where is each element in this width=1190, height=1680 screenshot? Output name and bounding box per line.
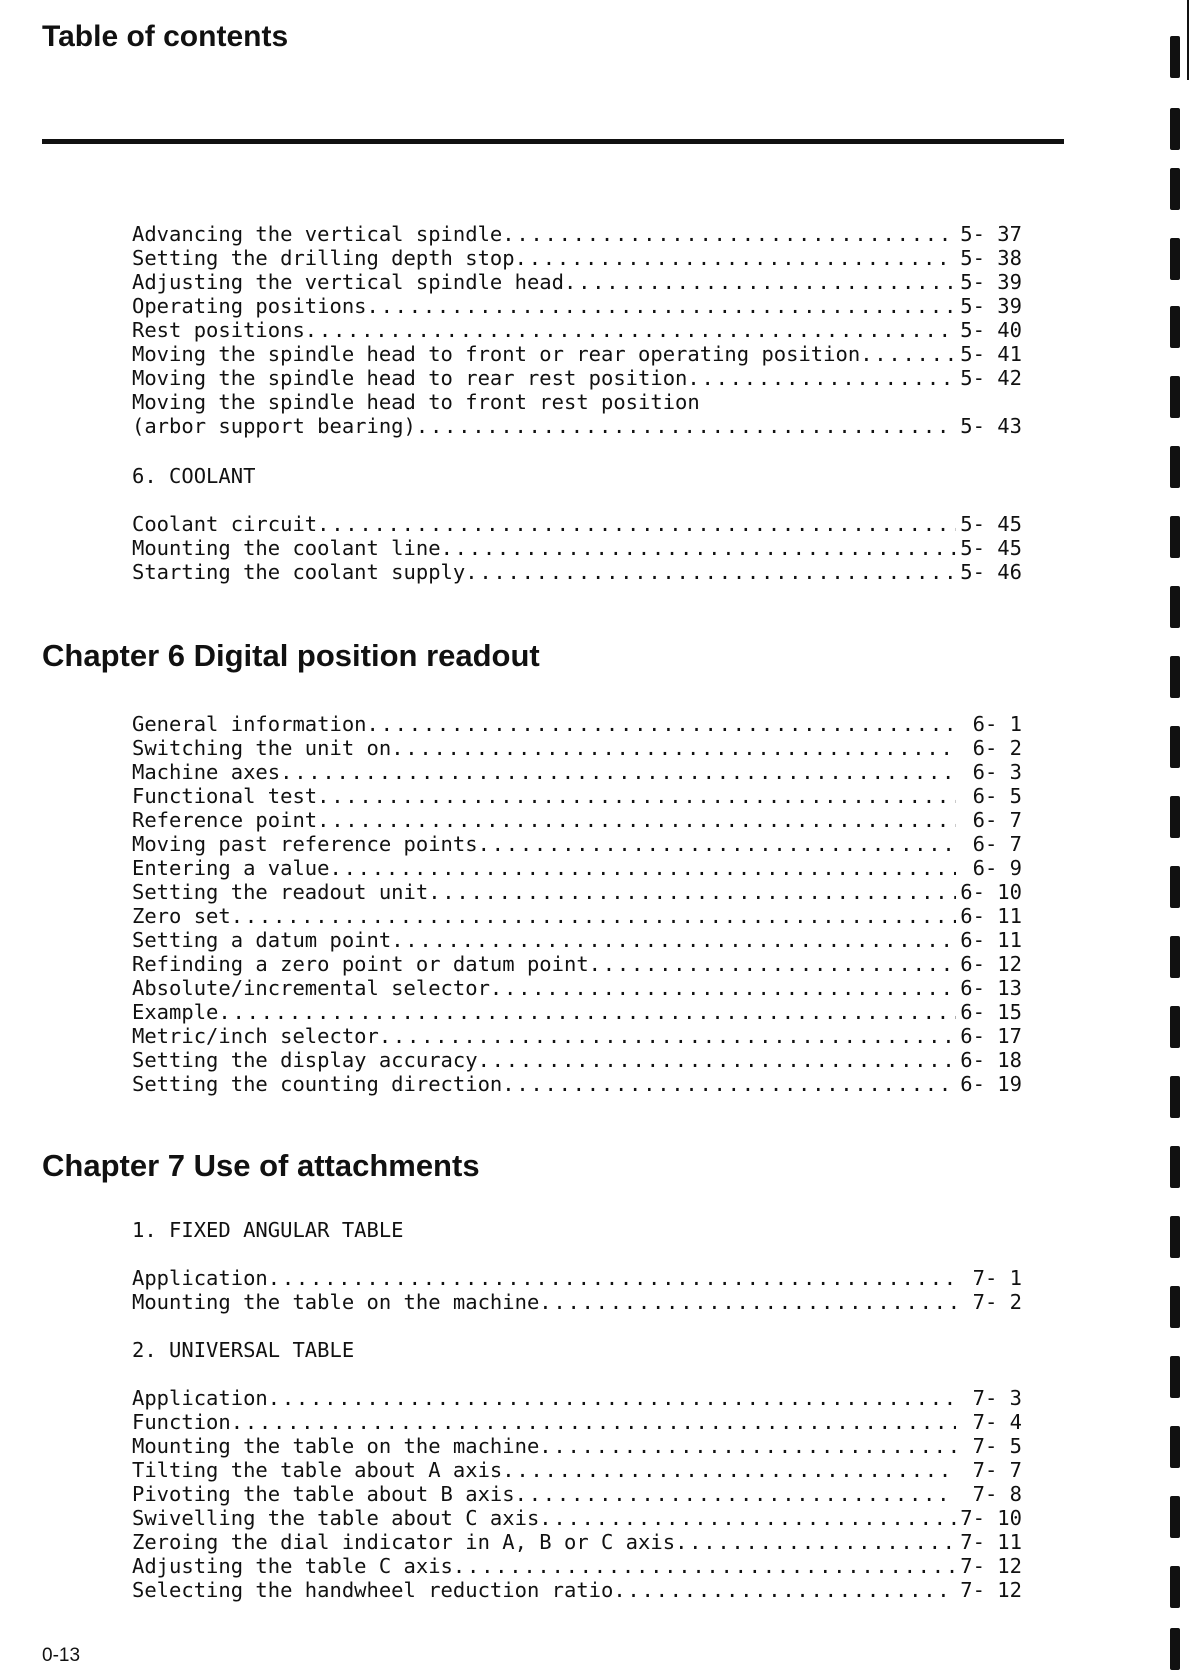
toc-entry-text: Application xyxy=(132,1266,268,1290)
toc-entry xyxy=(132,1000,1022,1024)
toc-entry xyxy=(132,904,1022,928)
toc-entry xyxy=(132,1554,1022,1578)
toc-entry-page: 5- 40 xyxy=(960,318,1022,342)
toc-entry-page: 6- 5 xyxy=(972,784,1022,808)
toc-entry-page: 7- 7 xyxy=(972,1458,1022,1482)
toc-entry-page: 5- 45 xyxy=(960,536,1022,560)
toc-leader xyxy=(539,1290,956,1314)
toc-entry-page: 6- 2 xyxy=(972,736,1022,760)
toc-leader xyxy=(416,414,956,438)
toc-entry-text: Machine axes xyxy=(132,760,281,784)
toc-entry-page: 5- 46 xyxy=(960,560,1022,584)
edge-mark xyxy=(1170,866,1180,908)
edge-mark xyxy=(1170,1566,1180,1608)
toc-leader xyxy=(860,342,956,366)
toc-leader xyxy=(329,856,956,880)
toc-entry-page: 6- 11 xyxy=(960,928,1022,952)
toc-entry-page: 5- 39 xyxy=(960,294,1022,318)
toc-leader xyxy=(367,294,957,318)
toc-entry xyxy=(132,246,1022,270)
toc-entry xyxy=(132,1506,1022,1530)
edge-mark xyxy=(1170,1356,1180,1398)
toc-entry-text: Metric/inch selector xyxy=(132,1024,379,1048)
toc-entry xyxy=(132,760,1022,784)
toc-entry-page: 5- 45 xyxy=(960,512,1022,536)
edge-mark xyxy=(1170,936,1180,978)
toc-entry-page: 7- 8 xyxy=(972,1482,1022,1506)
edge-mark xyxy=(1170,168,1180,210)
toc-entry xyxy=(132,560,1022,584)
toc-entry-page: 6- 9 xyxy=(972,856,1022,880)
toc-leader xyxy=(453,1554,956,1578)
toc-leader xyxy=(613,1578,956,1602)
toc-leader xyxy=(675,1530,956,1554)
toc-leader xyxy=(502,1458,956,1482)
toc-leader xyxy=(379,1024,956,1048)
toc-entry xyxy=(132,318,1022,342)
edge-mark xyxy=(1170,36,1180,78)
toc-entry xyxy=(132,414,1022,438)
toc-entry xyxy=(132,832,1022,856)
edge-mark xyxy=(1170,306,1180,348)
toc-entry-text: Moving past reference points xyxy=(132,832,478,856)
toc-entry xyxy=(132,1434,1022,1458)
toc-entry xyxy=(132,1482,1022,1506)
toc-entry xyxy=(132,808,1022,832)
toc-entry-text: Mounting the table on the machine xyxy=(132,1290,540,1314)
toc-entry-page: 6- 12 xyxy=(960,952,1022,976)
toc-entry-text: Function xyxy=(132,1410,231,1434)
chapter-7-title: Chapter 7 Use of attachments xyxy=(42,1148,480,1183)
toc-entry-text: Coolant circuit xyxy=(132,512,318,536)
toc-entry-text: Refinding a zero point or datum point xyxy=(132,952,589,976)
toc-entry-page: 6- 10 xyxy=(960,880,1022,904)
toc-entry-text: Operating positions xyxy=(132,294,367,318)
toc-leader xyxy=(317,808,956,832)
toc-leader xyxy=(490,976,956,1000)
edge-mark xyxy=(1170,446,1180,488)
toc-entry-page: 7- 4 xyxy=(972,1410,1022,1434)
toc-entry-page: 6- 11 xyxy=(960,904,1022,928)
edge-mark xyxy=(1170,796,1180,838)
toc-leader xyxy=(268,1266,956,1290)
toc-entry xyxy=(132,536,1022,560)
toc-leader xyxy=(502,222,956,246)
edge-mark xyxy=(1170,1146,1180,1188)
toc-entry-text: Example xyxy=(132,1000,219,1024)
edge-mark xyxy=(1170,1006,1180,1048)
edge-line xyxy=(1187,0,1189,80)
toc-leader xyxy=(687,366,956,390)
toc-entry-text: Setting the display accuracy xyxy=(132,1048,478,1072)
edge-mark xyxy=(1170,1426,1180,1468)
toc-entry-text: Advancing the vertical spindle xyxy=(132,222,503,246)
toc-entry-page: 5- 38 xyxy=(960,246,1022,270)
toc-entry xyxy=(132,342,1022,366)
toc-leader xyxy=(589,952,956,976)
toc-leader xyxy=(218,1000,956,1024)
header-rule xyxy=(42,139,1064,144)
toc-entry-text: Adjusting the vertical spindle head xyxy=(132,270,564,294)
toc-entry-page: 6- 18 xyxy=(960,1048,1022,1072)
toc-entry xyxy=(132,856,1022,880)
toc-entry xyxy=(132,390,1022,414)
toc-entry-text: Moving the spindle head to rear rest position xyxy=(132,366,688,390)
toc-leader xyxy=(305,318,956,342)
toc-leader xyxy=(367,712,957,736)
toc-entry-text: Moving the spindle head to front or rear operating position xyxy=(132,342,861,366)
toc-entry-text: Switching the unit on xyxy=(132,736,392,760)
toc-leader xyxy=(391,928,956,952)
toc-entry xyxy=(132,1410,1022,1434)
toc-entry-text: Entering a value xyxy=(132,856,330,880)
page-number: 0-13 xyxy=(42,1645,81,1666)
toc-leader xyxy=(564,270,956,294)
edge-mark xyxy=(1170,1496,1180,1538)
toc-entry-text: Selecting the handwheel reduction ratio xyxy=(132,1578,614,1602)
toc-entry-page: 7- 12 xyxy=(960,1554,1022,1578)
toc-entry-page: 5- 42 xyxy=(960,366,1022,390)
toc-entry xyxy=(132,512,1022,536)
toc-leader xyxy=(441,536,956,560)
toc-leader xyxy=(515,1482,956,1506)
toc-leader xyxy=(502,1072,956,1096)
toc-leader xyxy=(391,736,956,760)
toc-entry-text: Pivoting the table about B axis xyxy=(132,1482,515,1506)
toc-leader xyxy=(231,1410,956,1434)
toc-entry-page: 5- 41 xyxy=(960,342,1022,366)
toc-entry xyxy=(132,1266,1022,1290)
toc-entry xyxy=(132,222,1022,246)
toc-entry-text: Mounting the coolant line xyxy=(132,536,441,560)
toc-entry xyxy=(132,1024,1022,1048)
toc-entry-page: 6- 3 xyxy=(972,760,1022,784)
toc-entry-text: Application xyxy=(132,1386,268,1410)
toc-entry-page: 6- 17 xyxy=(960,1024,1022,1048)
toc-leader xyxy=(317,784,956,808)
toc-entry-page: 6- 13 xyxy=(960,976,1022,1000)
chapter-6-title: Chapter 6 Digital position readout xyxy=(42,638,540,673)
toc-entry-page: 5- 39 xyxy=(960,270,1022,294)
toc-entry-text: Adjusting the table C axis xyxy=(132,1554,453,1578)
toc-entry-page: 6- 19 xyxy=(960,1072,1022,1096)
toc-entry xyxy=(132,270,1022,294)
toc-entry-text: Mounting the table on the machine xyxy=(132,1434,540,1458)
toc-entry-page: 7- 11 xyxy=(960,1530,1022,1554)
toc-leader xyxy=(478,1048,956,1072)
toc-entry xyxy=(132,1290,1022,1314)
toc-entry xyxy=(132,1386,1022,1410)
toc-entry xyxy=(132,976,1022,1000)
toc-entry-text: Functional test xyxy=(132,784,318,808)
edge-mark xyxy=(1170,1216,1180,1258)
toc-entry xyxy=(132,952,1022,976)
edge-mark xyxy=(1170,376,1180,418)
toc-entry xyxy=(132,784,1022,808)
toc-entry-text: Zero set xyxy=(132,904,231,928)
toc-entry-page: 7- 3 xyxy=(972,1386,1022,1410)
toc-entry-page: 6- 7 xyxy=(972,832,1022,856)
toc-entry-text: Reference point xyxy=(132,808,318,832)
toc-entry-text: Setting a datum point xyxy=(132,928,392,952)
section-heading-coolant: 6. COOLANT xyxy=(132,464,256,488)
toc-entry-text: Tilting the table about A axis xyxy=(132,1458,503,1482)
toc-leader xyxy=(231,904,956,928)
toc-entry-page: 7- 2 xyxy=(972,1290,1022,1314)
toc-leader xyxy=(478,832,956,856)
toc-entry-page: 5- 37 xyxy=(960,222,1022,246)
edge-mark xyxy=(1170,1076,1180,1118)
toc-entry-text: Setting the drilling depth stop xyxy=(132,246,515,270)
toc-leader xyxy=(268,1386,956,1410)
toc-entry-page: 7- 1 xyxy=(972,1266,1022,1290)
toc-entry-text: Absolute/incremental selector xyxy=(132,976,490,1000)
toc-entry xyxy=(132,880,1022,904)
edge-mark xyxy=(1170,516,1180,558)
toc-entry-page: 5- 43 xyxy=(960,414,1022,438)
toc-entry-text: Zeroing the dial indicator in A, B or C axis xyxy=(132,1530,676,1554)
toc-entry xyxy=(132,366,1022,390)
toc-entry-page: 7- 12 xyxy=(960,1578,1022,1602)
toc-entry-text: (arbor support bearing) xyxy=(132,414,416,438)
toc-entry-text: Swivelling the table about C axis xyxy=(132,1506,540,1530)
toc-entry-page: 6- 7 xyxy=(972,808,1022,832)
toc-leader xyxy=(280,760,956,784)
toc-entry-page: 7- 10 xyxy=(960,1506,1022,1530)
toc-leader xyxy=(465,560,956,584)
toc-entry-text: Rest positions xyxy=(132,318,305,342)
toc-entry xyxy=(132,1578,1022,1602)
toc-leader xyxy=(515,246,956,270)
section-heading-universal-table: 2. UNIVERSAL TABLE xyxy=(132,1338,355,1362)
edge-mark xyxy=(1170,586,1180,628)
edge-mark xyxy=(1170,1628,1180,1670)
toc-entry xyxy=(132,712,1022,736)
toc-entry-text: Moving the spindle head to front rest position xyxy=(132,390,700,414)
toc-entry xyxy=(132,928,1022,952)
edge-mark xyxy=(1170,726,1180,768)
toc-entry xyxy=(132,294,1022,318)
edge-mark xyxy=(1170,238,1180,280)
edge-mark xyxy=(1170,1286,1180,1328)
toc-entry-text: Starting the coolant supply xyxy=(132,560,466,584)
edge-mark xyxy=(1170,108,1180,150)
toc-entry-text: Setting the counting direction xyxy=(132,1072,503,1096)
page-title: Table of contents xyxy=(42,20,289,53)
toc-entry-page: 6- 15 xyxy=(960,1000,1022,1024)
toc-entry xyxy=(132,1072,1022,1096)
section-heading-fixed-angular-table: 1. FIXED ANGULAR TABLE xyxy=(132,1218,404,1242)
toc-leader xyxy=(539,1506,956,1530)
toc-entry-text: General information xyxy=(132,712,367,736)
edge-mark xyxy=(1170,656,1180,698)
toc-entry xyxy=(132,1048,1022,1072)
toc-entry xyxy=(132,1530,1022,1554)
toc-leader xyxy=(428,880,956,904)
toc-entry-page: 6- 1 xyxy=(972,712,1022,736)
toc-entry-page: 7- 5 xyxy=(972,1434,1022,1458)
toc-entry-text: Setting the readout unit xyxy=(132,880,429,904)
toc-entry xyxy=(132,1458,1022,1482)
toc-leader xyxy=(317,512,956,536)
toc-leader xyxy=(539,1434,956,1458)
toc-entry xyxy=(132,736,1022,760)
